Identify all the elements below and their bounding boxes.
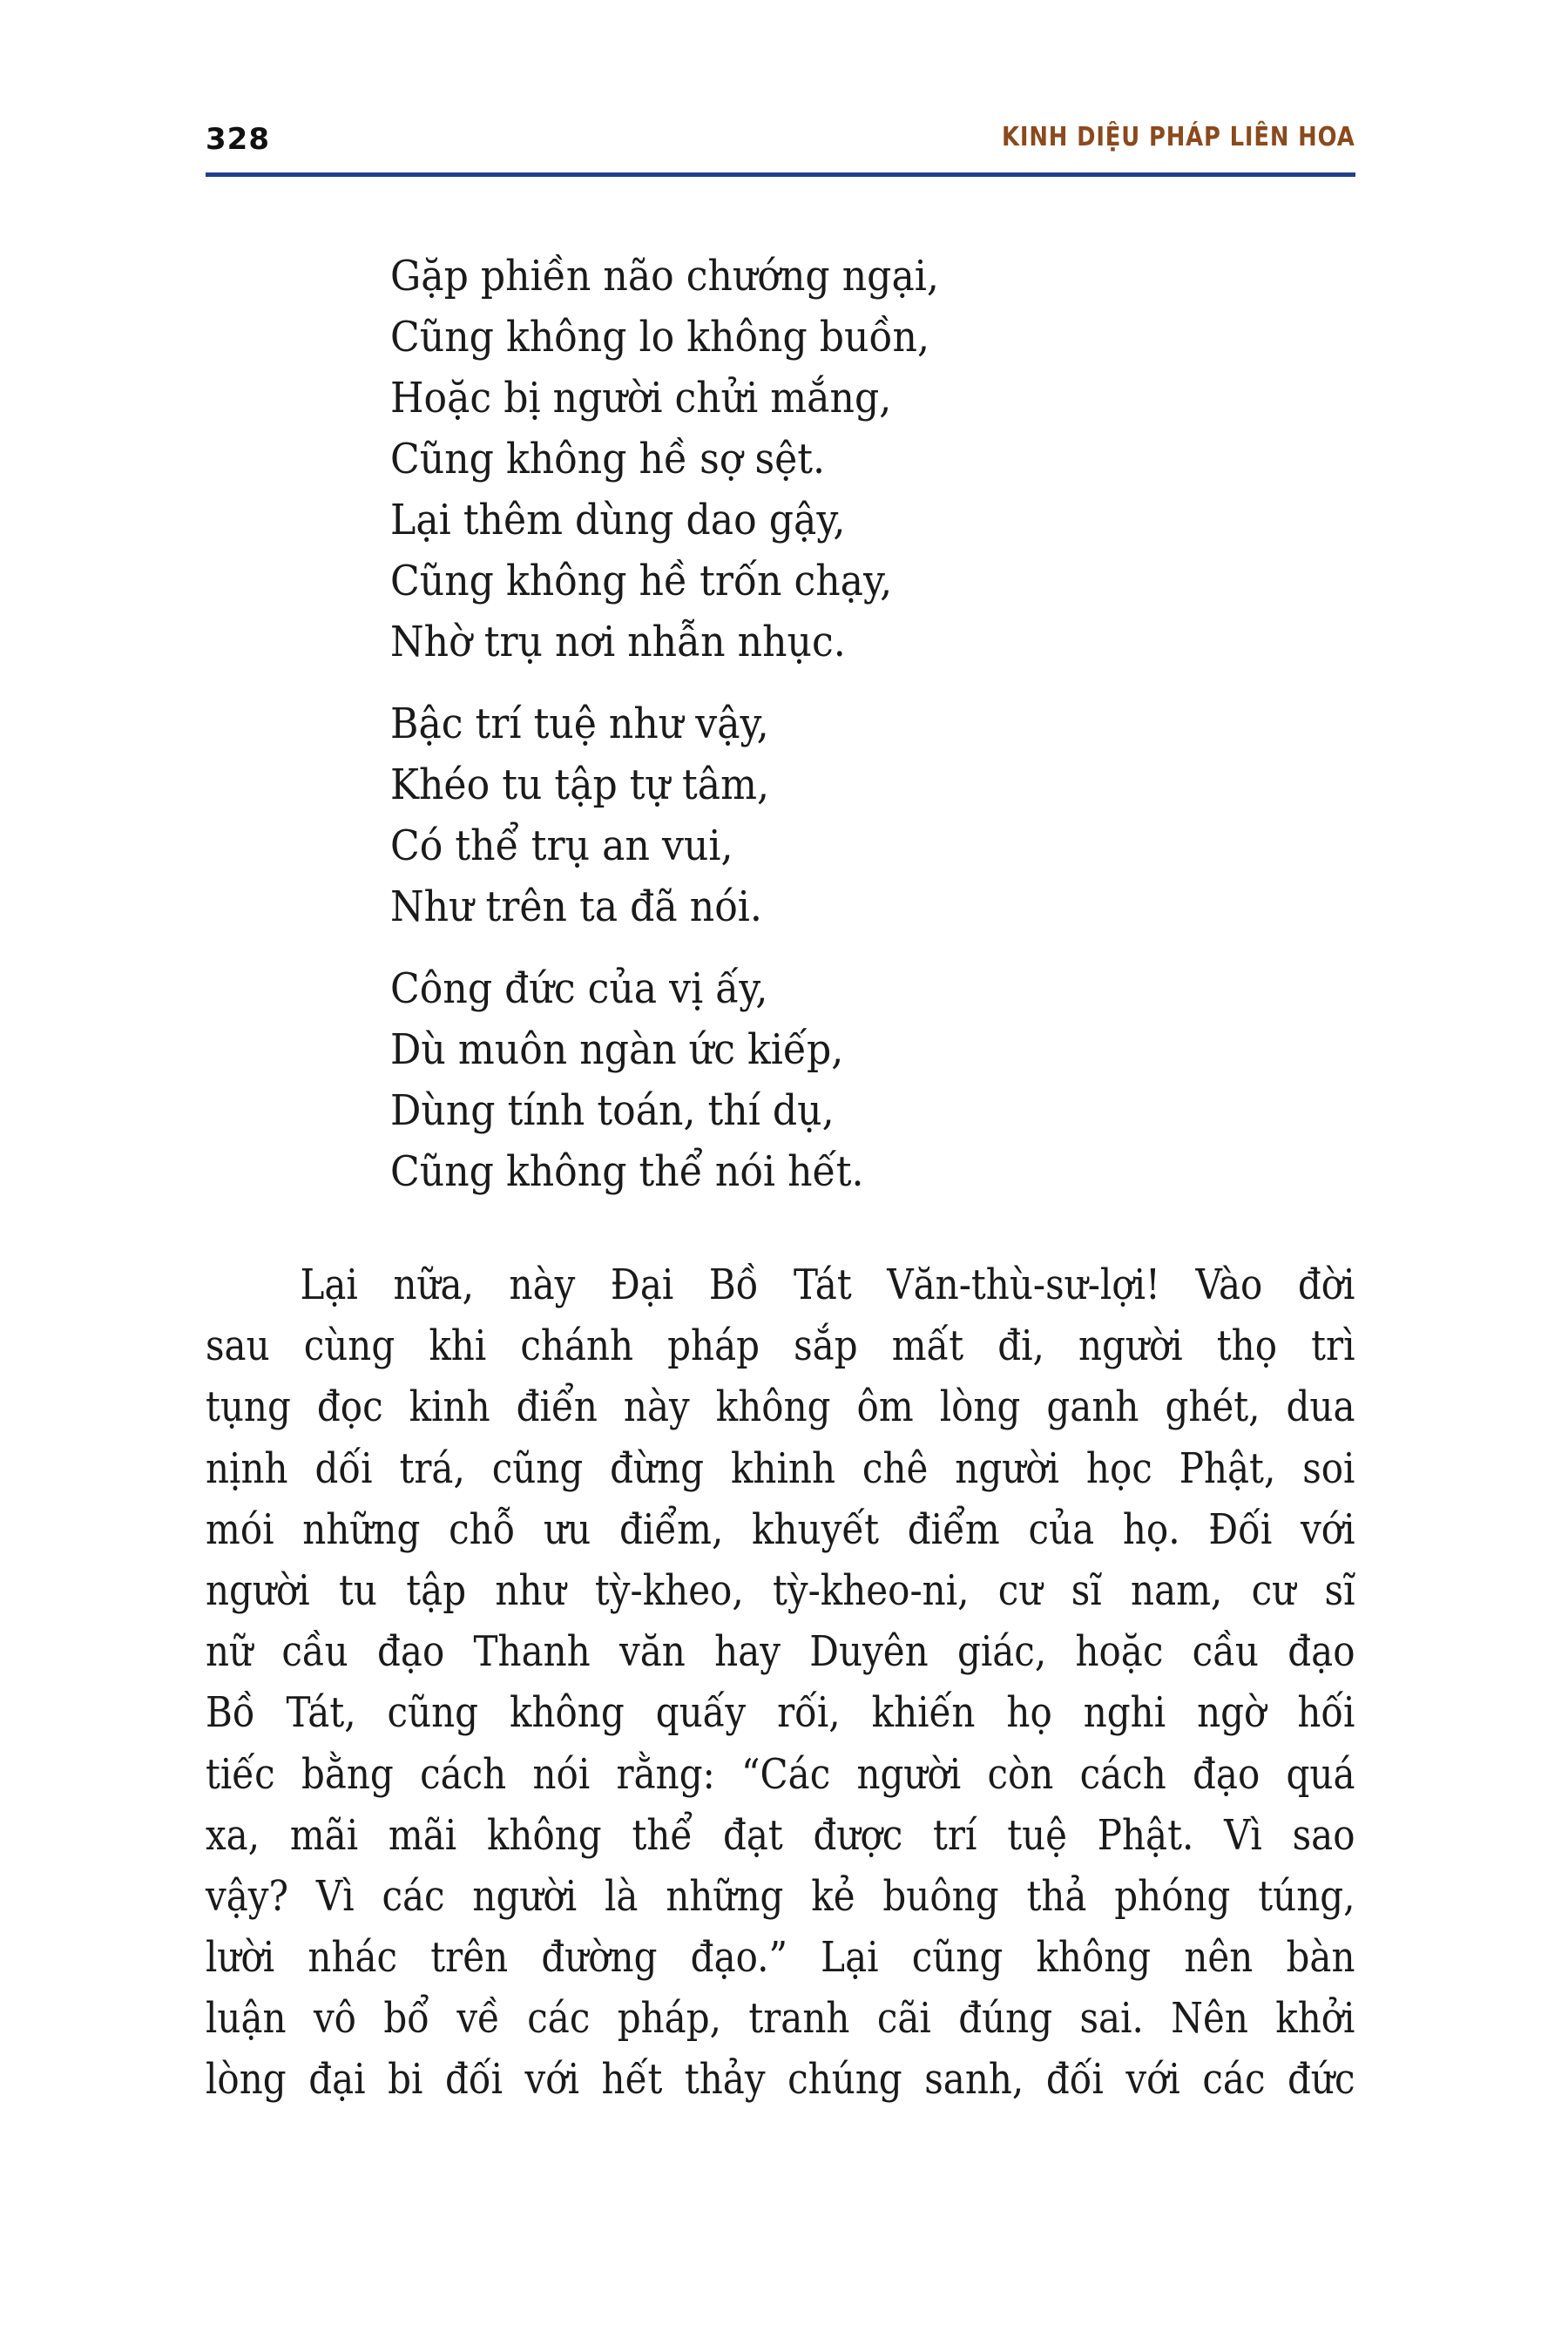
verse-line: Khéo tu tập tự tâm, <box>390 760 770 809</box>
verse-line: Dùng tính toán, thí dụ, <box>390 1086 835 1135</box>
verse-line: Hoặc bị người chửi mắng, <box>390 374 892 422</box>
prose-line: vậy? Vì các người là những kẻ buông thả phóng túng, <box>206 1871 1355 1921</box>
prose-line: người tu tập như tỳ-kheo, tỳ-kheo-ni, cư sĩ nam, cư sĩ <box>206 1565 1355 1615</box>
verse-line: Như trên ta đã nói. <box>390 882 762 931</box>
stanza-2 <box>390 693 987 937</box>
verse-line: Lại thêm dùng dao gậy, <box>390 496 846 544</box>
prose-line: nịnh dối trá, cũng đừng khinh chê người học Phật, soi <box>206 1443 1355 1493</box>
prose-line: tiếc bằng cách nói rằng: “Các người còn cách đạo quá <box>206 1749 1355 1799</box>
verse-line: Dù muôn ngàn ức kiếp, <box>390 1025 844 1074</box>
verse-line: Cũng không lo không buồn, <box>390 313 930 362</box>
prose-line: lười nhác trên đường đạo.” Lại cũng không nên bàn <box>206 1933 1355 1983</box>
prose-paragraph <box>206 1254 1355 2111</box>
stanza-3 <box>390 958 987 1202</box>
prose-line: mói những chỗ ưu điểm, khuyết điểm của họ. Đối với <box>206 1504 1355 1554</box>
verse-line: Công đức của vị ấy, <box>390 964 768 1013</box>
verse-line: Cũng không hề sợ sệt. <box>390 435 826 483</box>
prose-line: lòng đại bi đối với hết thảy chúng sanh, đối với các đức <box>206 2055 1355 2105</box>
header-rule <box>206 172 1355 177</box>
page-header <box>206 122 1355 166</box>
verse-line: Bậc trí tuệ như vậy, <box>390 700 769 748</box>
prose-line: xa, mãi mãi không thể đạt được trí tuệ Phật. Vì sao <box>206 1810 1355 1860</box>
page-number: 328 <box>206 122 270 157</box>
prose-line: sau cùng khi chánh pháp sắp mất đi, người thọ trì <box>206 1321 1355 1371</box>
verse-line: Cũng không hề trốn chạy, <box>390 557 893 605</box>
prose-line: nữ cầu đạo Thanh văn hay Duyên giác, hoặc cầu đạo <box>206 1627 1355 1677</box>
verse-line: Gặp phiền não chướng ngại, <box>390 252 939 301</box>
prose-line: tụng đọc kinh điển này không ôm lòng ganh ghét, dua <box>206 1382 1355 1432</box>
verse-block <box>390 246 987 1223</box>
stanza-1 <box>390 246 987 672</box>
verse-line: Có thể trụ an vui, <box>390 821 733 870</box>
running-title: KINH DIỆU PHÁP LIÊN HOA <box>1002 122 1355 152</box>
verse-line: Cũng không thể nói hết. <box>390 1147 864 1196</box>
verse-line: Nhờ trụ nơi nhẫn nhục. <box>390 618 846 666</box>
prose-line: luận vô bổ về các pháp, tranh cãi đúng sai. Nên khởi <box>206 1994 1355 2044</box>
prose-line: Bồ Tát, cũng không quấy rối, khiến họ nghi ngờ hối <box>206 1688 1355 1738</box>
prose-line: Lại nữa, này Đại Bồ Tát Văn-thù-sư-lợi! Vào đời <box>300 1260 1355 1309</box>
